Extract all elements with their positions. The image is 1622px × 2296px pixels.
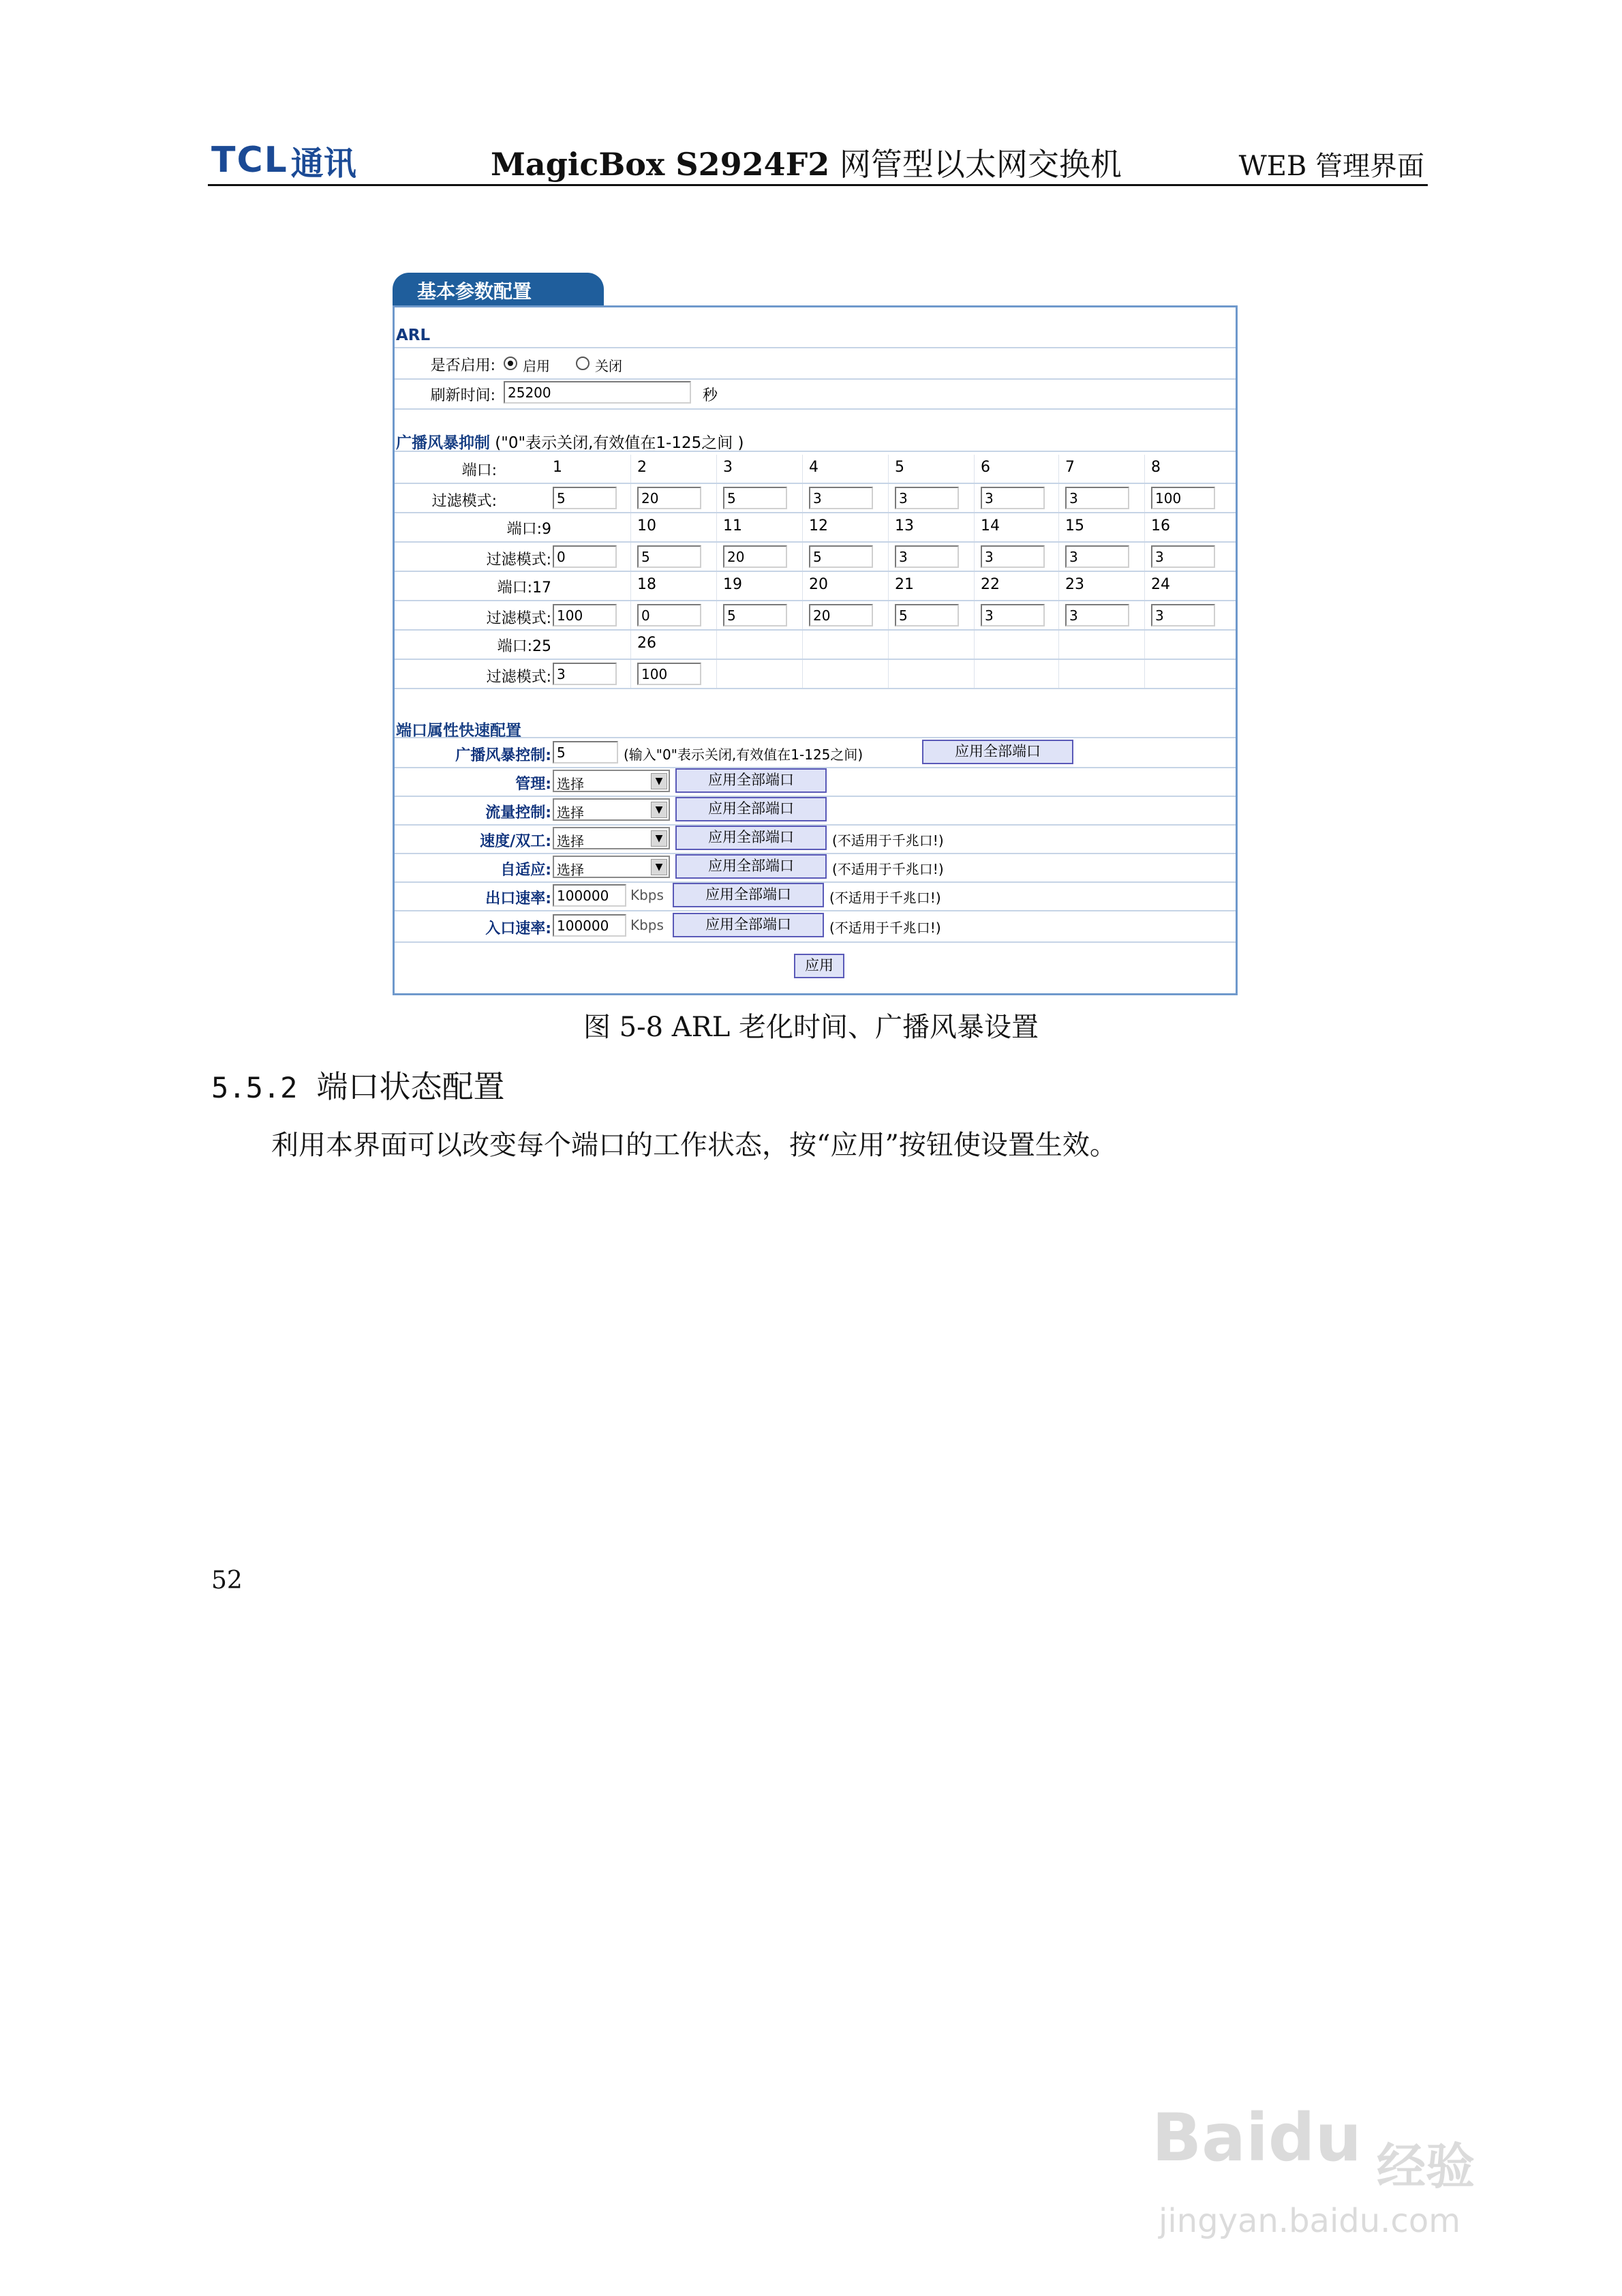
filter-mode-input[interactable]: 3: [553, 663, 617, 685]
filter-mode-input[interactable]: 3: [895, 545, 959, 568]
divider: [395, 910, 1236, 911]
speed-apply-all-button[interactable]: 应用全部端口: [675, 826, 827, 850]
auto-negotiation-label: 自适应:: [500, 862, 551, 879]
filter-mode-input[interactable]: 3: [1065, 545, 1129, 568]
column-separator: [716, 455, 717, 689]
storm-note: ("0"表示关闭,有效值在1-125之间 ): [490, 434, 744, 452]
tcl-logo: [211, 136, 356, 184]
port-number: 8: [1151, 459, 1161, 476]
refresh-input[interactable]: 25200: [504, 381, 691, 404]
apply-button[interactable]: 应用: [794, 954, 844, 978]
enable-on-label: 启用: [523, 358, 550, 374]
auto-note: (不适用于千兆口!): [832, 861, 944, 877]
filter-mode-input[interactable]: 20: [723, 545, 787, 568]
header-rule: [208, 184, 1428, 186]
filter-mode-label: 过滤模式:: [431, 493, 497, 510]
storm-apply-all-button[interactable]: 应用全部端口: [922, 740, 1073, 764]
filter-mode-input[interactable]: 5: [809, 545, 873, 568]
speed-note: (不适用于千兆口!): [832, 832, 944, 849]
port-number: 21: [895, 576, 914, 593]
refresh-unit: 秒: [703, 387, 718, 404]
divider: [395, 688, 1236, 689]
divider: [395, 629, 1236, 631]
column-separator: [802, 455, 803, 689]
egress-apply-all-button[interactable]: 应用全部端口: [673, 883, 824, 907]
filter-mode-input[interactable]: 3: [895, 487, 959, 509]
manage-apply-all-button[interactable]: 应用全部端口: [675, 768, 827, 793]
filter-mode-input[interactable]: 5: [637, 545, 701, 568]
ingress-rate-label: 入口速率:: [485, 920, 551, 937]
ingress-rate-input[interactable]: 100000: [553, 914, 626, 937]
manage-select[interactable]: 选择 ▼: [553, 770, 670, 792]
logo-cn: 通讯: [290, 144, 356, 183]
filter-mode-input[interactable]: 3: [1151, 545, 1215, 568]
divider: [395, 483, 1236, 484]
flow-apply-all-button[interactable]: 应用全部端口: [675, 797, 827, 821]
auto-apply-all-button[interactable]: 应用全部端口: [675, 854, 827, 879]
storm-title: 广播风暴抑制: [396, 434, 490, 452]
egress-rate-unit: Kbps: [630, 887, 664, 903]
port-number: 7: [1065, 459, 1075, 476]
filter-mode-input[interactable]: 3: [1065, 487, 1129, 509]
storm-control-note: (输入"0"表示关闭,有效值在1-125之间): [624, 746, 863, 763]
watermark-cn: 经验: [1377, 2138, 1475, 2195]
divider: [395, 347, 1236, 348]
column-separator: [888, 455, 889, 689]
enable-label: 是否启用:: [430, 357, 495, 374]
port-number: 2: [637, 459, 647, 476]
divider: [395, 541, 1236, 543]
divider: [395, 941, 1236, 943]
port-row-label: 端口:: [461, 462, 497, 479]
ingress-apply-all-button[interactable]: 应用全部端口: [673, 913, 824, 937]
speed-duplex-label: 速度/双工:: [480, 833, 551, 850]
port-number: 13: [895, 517, 914, 534]
baidu-jingyan-watermark: [1152, 2072, 1533, 2250]
filter-mode-label: 过滤模式:: [486, 610, 551, 627]
storm-section-title: [396, 430, 744, 453]
filter-mode-input[interactable]: 0: [553, 545, 617, 568]
egress-rate-label: 出口速率:: [485, 890, 551, 907]
divider: [395, 451, 1236, 452]
port-number: 18: [637, 576, 656, 593]
filter-mode-input[interactable]: 0: [637, 604, 701, 626]
storm-control-input[interactable]: 5: [553, 741, 618, 764]
filter-mode-input[interactable]: 20: [809, 604, 873, 626]
ingress-note: (不适用于千兆口!): [829, 920, 941, 936]
divider: [395, 512, 1236, 513]
section-number: 5.5.2: [211, 1071, 298, 1104]
egress-rate-input[interactable]: 100000: [553, 884, 626, 907]
section-paragraph: 利用本界面可以改变每个端口的工作状态，按“应用”按钮使设置生效。: [271, 1130, 1117, 1161]
filter-mode-input[interactable]: 5: [895, 604, 959, 626]
chevron-down-icon: ▼: [651, 802, 667, 818]
page-number: 52: [211, 1567, 243, 1595]
refresh-label: 刷新时间:: [430, 387, 495, 404]
column-separator: [1058, 455, 1059, 689]
port-number: 11: [723, 517, 742, 534]
section-heading: [211, 1062, 504, 1107]
port-row-label: 端口:17: [497, 579, 551, 596]
filter-mode-input[interactable]: 3: [981, 545, 1045, 568]
port-number: 15: [1065, 517, 1084, 534]
port-number: 20: [809, 576, 828, 593]
filter-mode-input[interactable]: 3: [981, 487, 1045, 509]
port-number: 16: [1151, 517, 1170, 534]
divider: [395, 378, 1236, 380]
filter-mode-input[interactable]: 20: [637, 487, 701, 509]
egress-note: (不适用于千兆口!): [829, 890, 941, 906]
column-separator: [974, 455, 975, 689]
ingress-rate-unit: Kbps: [630, 917, 664, 933]
section-title: 端口状态配置: [316, 1068, 505, 1105]
figure-caption: 图 5-8 ARL 老化时间、广播风暴设置: [583, 1012, 1039, 1043]
column-separator: [1144, 455, 1145, 689]
filter-mode-input[interactable]: 100: [637, 663, 701, 685]
enable-off-label: 关闭: [595, 358, 622, 374]
enable-radio-on[interactable]: [504, 357, 517, 370]
flow-control-label: 流量控制:: [485, 804, 551, 821]
divider: [395, 659, 1236, 660]
config-panel: [393, 305, 1238, 995]
port-number: 10: [637, 517, 656, 534]
filter-mode-input[interactable]: 3: [809, 487, 873, 509]
storm-control-label: 广播风暴控制:: [455, 747, 551, 764]
quick-section-title: 端口属性快速配置: [396, 722, 521, 740]
document-title: [491, 140, 1122, 185]
divider: [395, 408, 1236, 410]
filter-mode-input[interactable]: 5: [723, 487, 787, 509]
manage-label: 管理:: [515, 776, 551, 793]
filter-mode-input[interactable]: 100: [1151, 487, 1215, 509]
title-cn: 网管型以太网交换机: [829, 146, 1122, 183]
divider: [395, 600, 1236, 601]
port-number: 19: [723, 576, 742, 593]
watermark-brand: Baidu: [1152, 2100, 1362, 2176]
filter-mode-input[interactable]: 3: [981, 604, 1045, 626]
divider: [395, 737, 1236, 738]
logo-latin: TCL: [211, 140, 288, 181]
port-number: 5: [895, 459, 904, 476]
chevron-down-icon: ▼: [651, 859, 667, 875]
filter-mode-input[interactable]: 3: [1151, 604, 1215, 626]
filter-mode-label: 过滤模式:: [486, 552, 551, 569]
port-number: 12: [809, 517, 828, 534]
title-latin: MagicBox S2924F2: [491, 146, 830, 183]
port-number: 1: [553, 459, 562, 476]
header-section-name: WEB 管理界面: [1238, 151, 1424, 182]
port-number: 23: [1065, 576, 1084, 593]
flow-control-select[interactable]: 选择 ▼: [553, 798, 670, 821]
port-number: 22: [981, 576, 1000, 593]
enable-radio-off[interactable]: [576, 357, 590, 370]
port-number: 4: [809, 459, 818, 476]
filter-mode-input[interactable]: 3: [1065, 604, 1129, 626]
port-number: 3: [723, 459, 733, 476]
filter-mode-label: 过滤模式:: [486, 669, 551, 686]
arl-section-title: ARL: [396, 327, 431, 344]
watermark-url: jingyan.baidu.com: [1159, 2202, 1460, 2240]
filter-mode-input[interactable]: 5: [723, 604, 787, 626]
port-number: 24: [1151, 576, 1170, 593]
auto-negotiation-select[interactable]: 选择 ▼: [553, 856, 670, 878]
filter-mode-input[interactable]: 5: [553, 487, 617, 509]
speed-duplex-select[interactable]: 选择 ▼: [553, 827, 670, 849]
tab-basic-params[interactable]: 基本参数配置: [393, 273, 604, 307]
port-row-label: 端口:25: [497, 638, 551, 655]
port-number: 6: [981, 459, 990, 476]
port-number: 14: [981, 517, 1000, 534]
port-number: 26: [637, 635, 656, 652]
chevron-down-icon: ▼: [651, 773, 667, 789]
port-row-label: 端口:9: [506, 521, 551, 538]
chevron-down-icon: ▼: [651, 830, 667, 847]
filter-mode-input[interactable]: 100: [553, 604, 617, 626]
column-separator: [630, 455, 631, 689]
divider: [395, 571, 1236, 572]
